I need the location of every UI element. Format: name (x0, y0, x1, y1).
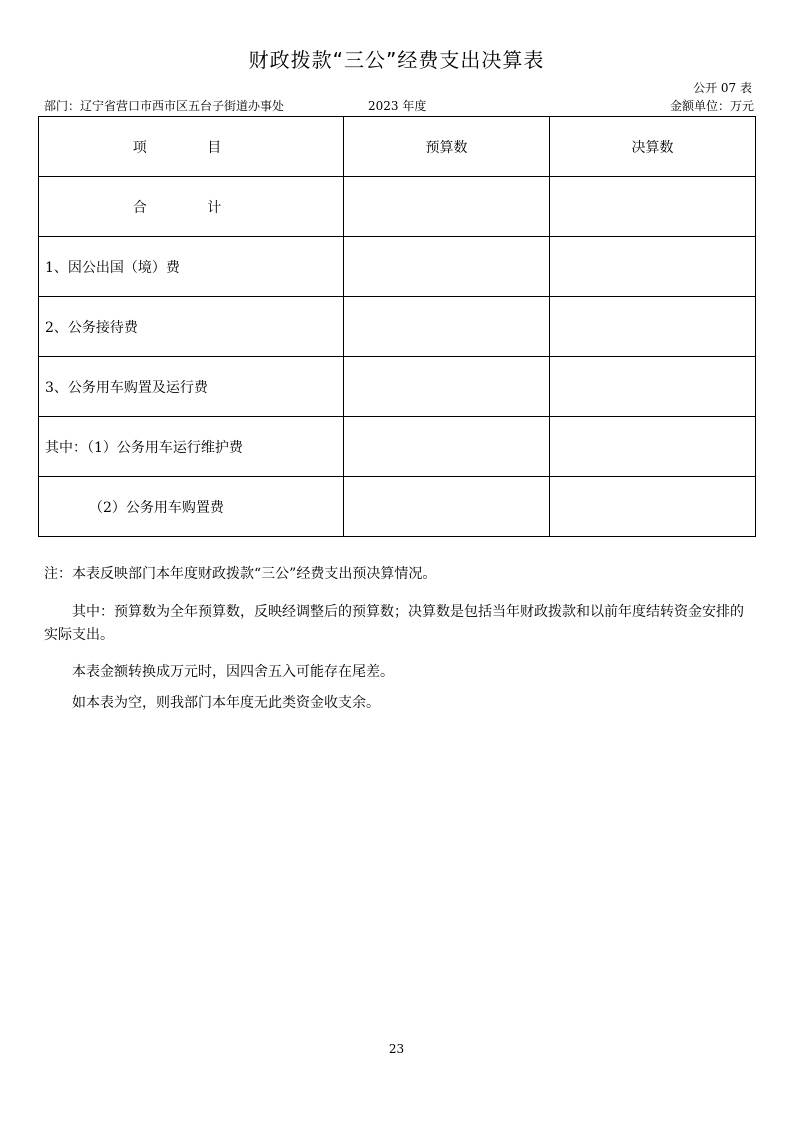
page-title: 财政拨款“三公”经费支出决算表 (248, 48, 545, 72)
page-number: 23 (388, 1042, 405, 1056)
final-cell (550, 357, 756, 417)
final-cell (550, 237, 756, 297)
note-paragraph: 本表金额转换成万元时，因四舍五入可能存在尾差。 (72, 664, 394, 680)
form-code: 公开 07 表 (693, 81, 752, 95)
budget-cell (344, 237, 550, 297)
final-cell (550, 297, 756, 357)
notes-section (44, 563, 756, 715)
budget-cell (344, 477, 550, 537)
row-label: 1、因公出国（境）费 (39, 237, 344, 297)
header-final: 决算数 (550, 117, 756, 177)
header-budget: 预算数 (344, 117, 550, 177)
final-cell (550, 477, 756, 537)
final-cell (550, 177, 756, 237)
row-label: 合 计 (39, 177, 344, 237)
budget-cell (344, 297, 550, 357)
table-row-total (39, 177, 756, 237)
budget-cell (344, 357, 550, 417)
table-row (39, 417, 756, 477)
row-label: （2）公务用车购置费 (39, 477, 344, 537)
table-header-row (39, 117, 756, 177)
budget-cell (344, 417, 550, 477)
note-paragraph: 如本表为空，则我部门本年度无此类资金收支余。 (72, 695, 380, 711)
table-row (39, 477, 756, 537)
note-paragraph: 其中：预算数为全年预算数，反映经调整后的预算数；决算数是包括当年财政拨款和以前年度结转资金安排的实际支出。 (44, 604, 744, 643)
final-cell (550, 417, 756, 477)
row-label: 3、公务用车购置及运行费 (39, 357, 344, 417)
row-label: 其中：（1）公务用车运行维护费 (39, 417, 344, 477)
note-paragraph: 注：本表反映部门本年度财政拨款“三公”经费支出预决算情况。 (44, 566, 437, 582)
table-row (39, 297, 756, 357)
department-label: 部门：辽宁省营口市西市区五台子街道办事处 (44, 99, 285, 113)
table-row (39, 237, 756, 297)
table-row (39, 357, 756, 417)
unit-label: 金额单位：万元 (669, 99, 754, 113)
header-item: 项 目 (39, 117, 344, 177)
budget-cell (344, 177, 550, 237)
year-label: 2023 年度 (368, 99, 427, 113)
expenditure-table (38, 116, 756, 537)
meta-row (38, 97, 754, 113)
row-label: 2、公务接待费 (39, 297, 344, 357)
